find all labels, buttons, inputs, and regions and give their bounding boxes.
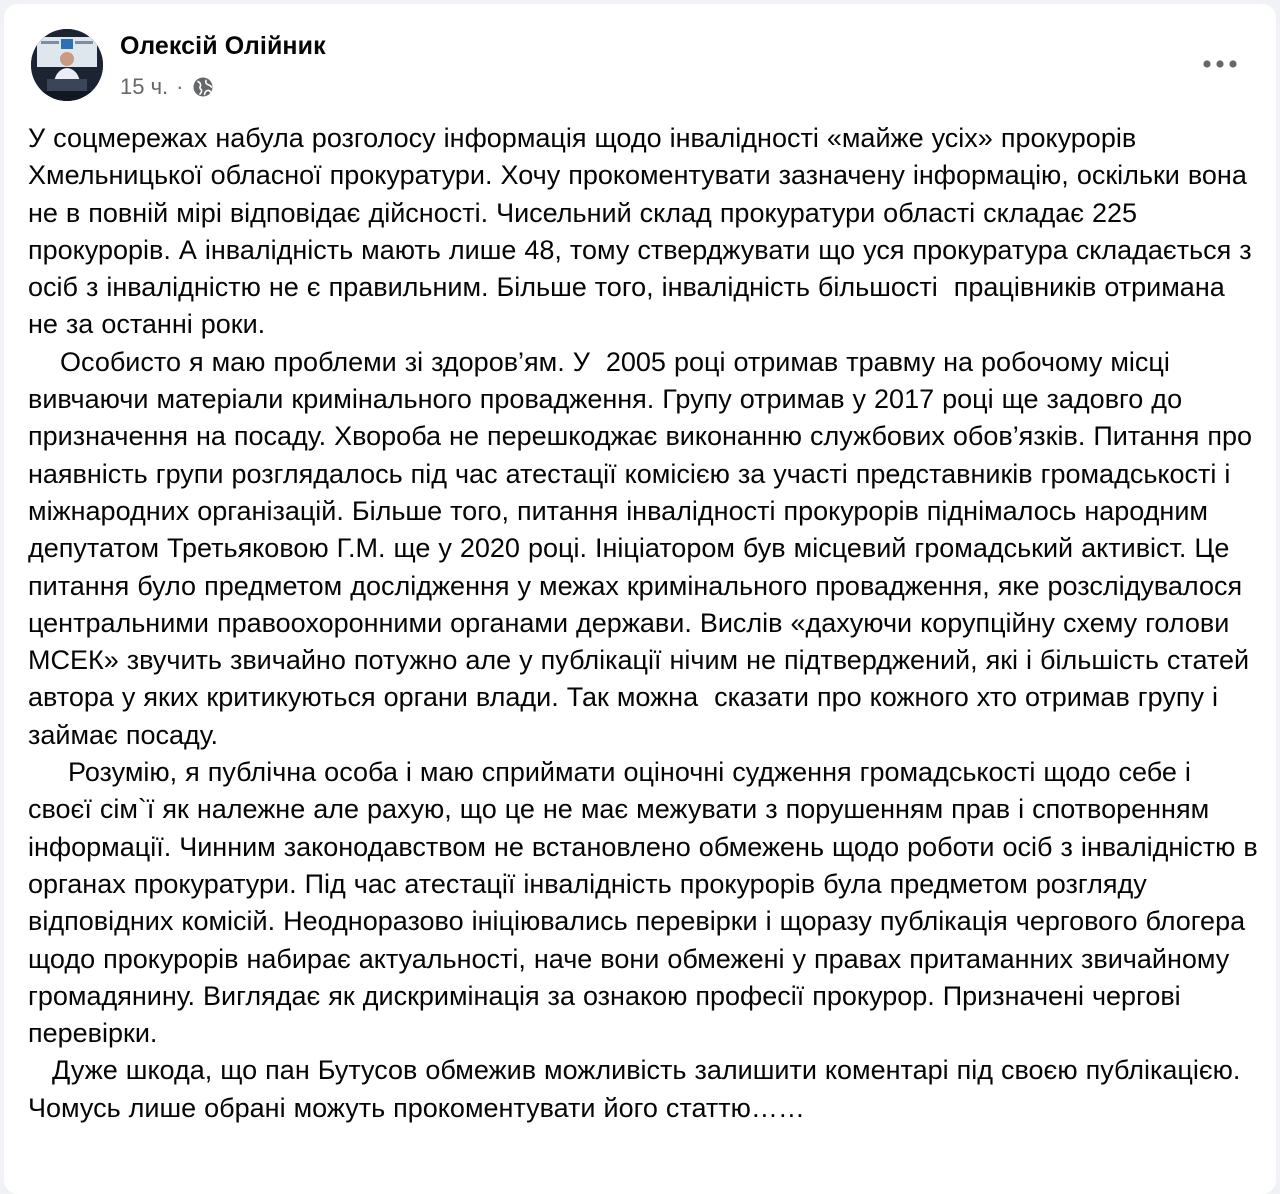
meta-separator: · — [176, 74, 184, 99]
post-paragraph-2: Особисто я маю проблеми зі здоров’ям. У 2005 році отримав травму на робочому місці вивчаючи матеріали кримінального провадження. Групу отримав у 2017 році ще задовго до призначення на посаду. Хвороба не перешкоджає виконанню службових обов’язків. Питання про наявність групи розглядалось під час атестації комісією за участі представників громадськості і міжнародних організацій. Більше того, питання інвалідності прокурорів піднімалось народним депутатом Третьяковою Г.М. ще у 2020 році. Ініціатором був місцевий громадський активіст. Це питання було предметом дослідження у межах кримінального провадження, яке розслідувалося центральними правоохоронними органами держави. Вислів «дахуючи корупційну схему голови МСЕК» звучить звичайно потужно але у публікації нічим не підтверджений, які і більшість статей автора у яких критикуються органи влади. Так можна сказати про кожного хто отримав групу і займає посаду. — [28, 346, 1261, 750]
post-text — [28, 120, 1266, 1127]
more-dots-icon — [1203, 60, 1237, 68]
post-meta — [120, 74, 214, 100]
post-paragraph-4: Дуже шкода, що пан Бутусов обмежив можливість залишити коментарі під своєю публікацією. Чомусь лише обрані можуть прокоментувати його статтю…… — [28, 1055, 1249, 1123]
post-time[interactable]: 15 ч. — [120, 74, 169, 99]
post-paragraph-1: У соцмережах набула розголосу інформація щодо інвалідності «майже усіх» прокурорів Хмельницької обласної прокуратури. Хочу прокоментувати зазначену інформацію, оскільки вона не в повній мірі відповідає дійсності. Чисельний склад прокуратури області складає 225 прокурорів. А інвалідність мають лише 48, тому стверджувати що уся прокуратура складається з осіб з інвалідністю не є правильним. Більше того, інвалідність більшості працівників отримана не за останні роки. — [28, 123, 1260, 340]
post-paragraph-3: Розумію, я публічна особа і маю сприймати оціночні судження громадськості щодо себе і своєї сім`ї як належне але рахую, що це не має межувати з порушенням прав і спотворенням інформації. Чинним законодавством не встановлено обмежень щодо роботи осіб з інвалідністю в органах прокуратури. Під час атестації інвалідність прокурорів була предметом розгляду відповідних комісій. Неодноразово ініціювались перевірки і щоразу публікація чергового блогера щодо прокурорів набирає актуальності, наче вони обмежені у правах притаманних звичайному громадянину. Виглядає як дискримінація за ознакою професії прокурор. Призначені чергові перевірки. — [28, 757, 1266, 1049]
globe-icon[interactable] — [192, 76, 214, 98]
avatar[interactable] — [31, 29, 103, 101]
post-card — [4, 4, 1276, 1194]
author-name[interactable]: Олексій Олійник — [120, 32, 326, 60]
more-options-button[interactable] — [1198, 46, 1242, 82]
post-header — [28, 26, 1258, 106]
avatar-photo — [31, 29, 103, 101]
